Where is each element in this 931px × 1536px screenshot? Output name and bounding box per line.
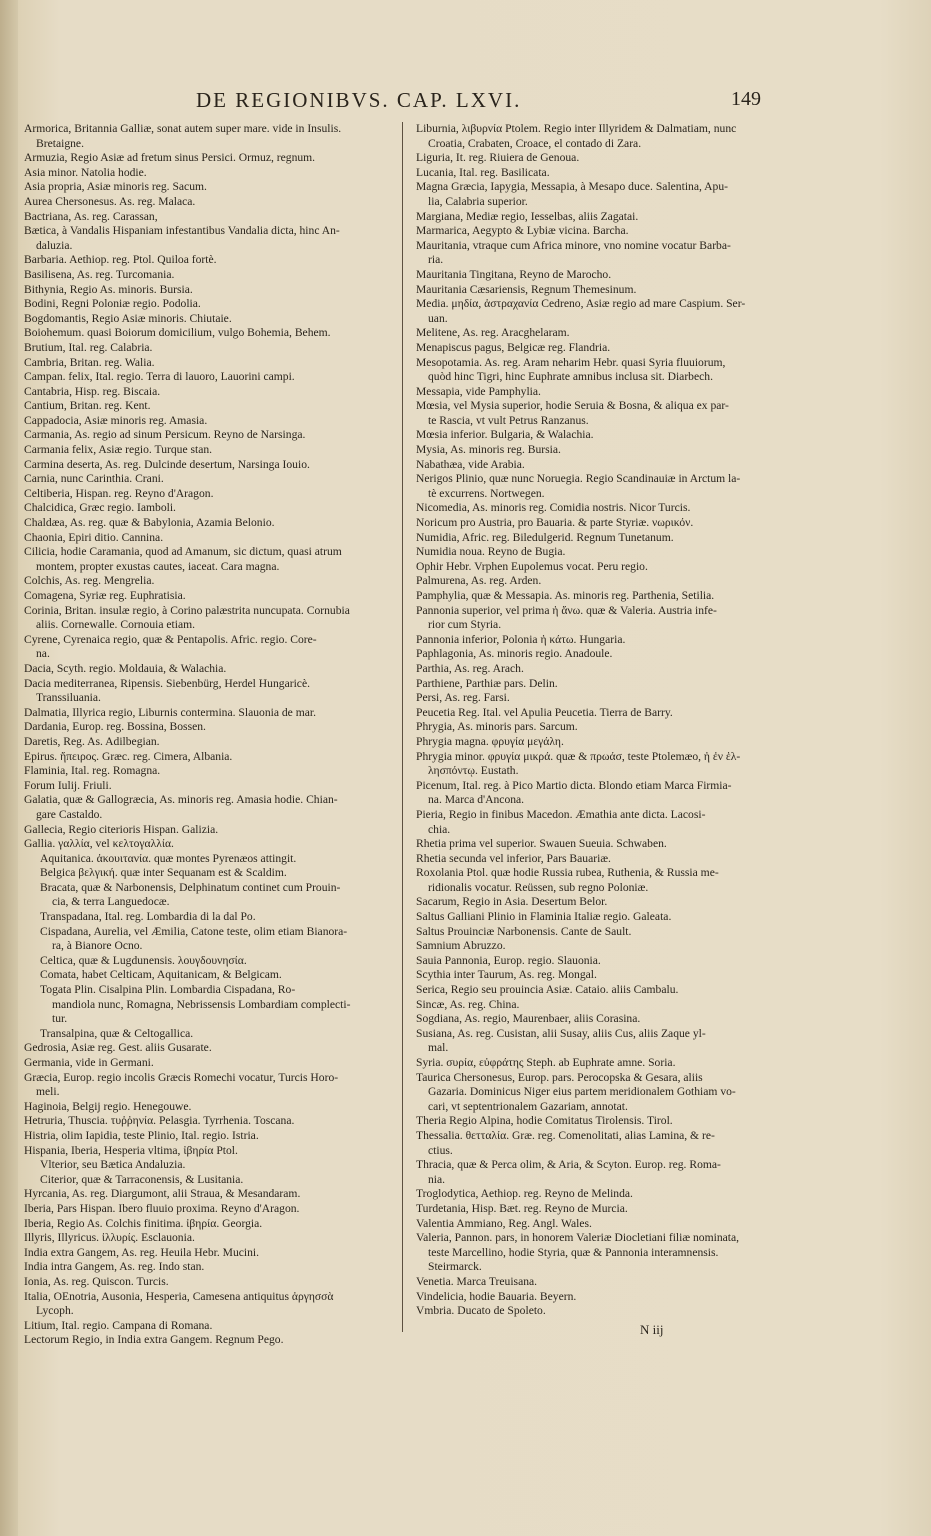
index-entry: Armorica, Britannia Galliæ, sonat autem super mare. vide in Insulis. bbox=[24, 122, 342, 135]
index-entry: Vlterior, seu Bætica Andaluzia. bbox=[40, 1158, 186, 1172]
index-entry: Lectorum Regio, in India extra Gangem. Regnum Pego. bbox=[24, 1333, 284, 1347]
index-entry: Epirus. ἤπειρος. Græc. reg. Cimera, Albania. bbox=[24, 749, 233, 763]
index-entry: Theria Regio Alpina, hodie Comitatus Tirolensis. Tirol. bbox=[416, 1114, 673, 1128]
index-entry: Melitene, As. reg. Aracghelaram. bbox=[416, 326, 570, 340]
index-entry: Picenum, Ital. reg. à Pico Martio dicta. Blondo etiam Marca Firmia- bbox=[416, 778, 732, 792]
index-entry: Iberia, Pars Hispan. Ibero fluuio proxima. Reyno d'Aragon. bbox=[24, 1201, 300, 1215]
index-entry: India intra Gangem, As. reg. Indo stan. bbox=[24, 1260, 205, 1274]
index-entry: Paphlagonia, As. minoris regio. Anadoule. bbox=[416, 647, 613, 661]
right-column bbox=[416, 122, 791, 1319]
index-entry: Lucania, Ital. reg. Basilicata. bbox=[416, 165, 550, 179]
index-entry: Carmania, As. regio ad sinum Persicum. Reyno de Narsinga. bbox=[24, 428, 306, 442]
index-entry: Haginoia, Belgij regio. Henegouwe. bbox=[24, 1099, 192, 1113]
index-entry: Cispadana, Aurelia, vel Æmilia, Catone teste, olim etiam Bianora- bbox=[40, 924, 348, 938]
index-entry: Valentia Ammiano, Reg. Angl. Wales. bbox=[416, 1216, 592, 1230]
index-entry: Aurea Chersonesus. As. reg. Malaca. bbox=[24, 194, 196, 208]
index-entry: Parthia, As. reg. Arach. bbox=[416, 661, 524, 675]
index-entry: India extra Gangem, As. reg. Heuila Hebr. Mucini. bbox=[24, 1245, 260, 1259]
index-entry: Gedrosia, Asiæ reg. Gest. aliis Gusarate. bbox=[24, 1041, 212, 1055]
index-entry: Magna Græcia, Iapygia, Messapia, à Mesapo duce. Salentina, Apu- bbox=[416, 180, 728, 194]
index-entry: meli. bbox=[36, 1085, 60, 1099]
index-entry: quòd hinc Tigri, hinc Euphrate amnibus inclusa sit. Diarbech. bbox=[428, 370, 713, 384]
index-entry: cia, & terra Languedocæ. bbox=[52, 895, 170, 909]
index-entry: Mesopotamia. As. reg. Aram neharim Hebr. quasi Syria fluuiorum, bbox=[416, 355, 726, 369]
index-entry: λησπόντῳ. Eustath. bbox=[428, 764, 519, 778]
index-entry: Cantabria, Hisp. reg. Biscaia. bbox=[24, 384, 161, 398]
index-entry: Campan. felix, Ital. regio. Terra di lauoro, Lauorini campi. bbox=[24, 370, 295, 384]
index-entry: Daretis, Reg. As. Adilbegian. bbox=[24, 734, 160, 748]
index-entry: Histria, olim Iapidia, teste Plinio, Ital. regio. Istria. bbox=[24, 1128, 259, 1142]
index-entry: Persi, As. reg. Farsi. bbox=[416, 691, 510, 705]
index-entry: Nicomedia, As. minoris reg. Comidia nostris. Nicor Turcis. bbox=[416, 501, 691, 515]
index-entry: Bithynia, Regio As. minoris. Bursia. bbox=[24, 282, 193, 296]
index-entry: Colchis, As. reg. Mengrelia. bbox=[24, 574, 155, 588]
index-entry: Bogdomantis, Regio Asiæ minoris. Chiutaie. bbox=[24, 311, 232, 325]
index-entry: Pamphylia, quæ & Messapia. As. minoris reg. Parthenia, Setilia. bbox=[416, 589, 715, 602]
index-entry: Valeria, Pannon. pars, in honorem Valeriæ Diocletiani filiæ nominata, bbox=[416, 1231, 740, 1245]
index-entry: nia. bbox=[428, 1172, 446, 1186]
index-entry: Aquitanica. ἀκουιτανία. quæ montes Pyrenæos attingit. bbox=[40, 851, 297, 865]
index-entry: teste Marcellino, hodie Styria, quæ & Pannonia interamnensis. bbox=[428, 1245, 719, 1259]
index-entry: Togata Plin. Cisalpina Plin. Lombardia Cispadana, Ro- bbox=[40, 983, 296, 997]
index-entry: Cilicia, hodie Caramania, quod ad Amanum, sic dictum, quasi atrum bbox=[24, 545, 342, 559]
index-entry: Phrygia minor. φρυγία μικρά. quæ & πρωάσ, teste Ptolemæo, ἡ ἐν ἑλ- bbox=[416, 749, 741, 763]
index-entry: Ophir Hebr. Vrphen Eupolemus vocat. Peru regio. bbox=[416, 559, 648, 573]
index-entry: Boiohemum. quasi Boiorum domicilium, vulgo Bohemia, Behem. bbox=[24, 326, 331, 340]
index-entry: Scythia inter Taurum, As. reg. Mongal. bbox=[416, 968, 597, 982]
index-entry: Asia minor. Natolia hodie. bbox=[24, 165, 147, 179]
index-entry: ctius. bbox=[428, 1143, 453, 1157]
index-entry: Mauritania Tingitana, Reyno de Marocho. bbox=[416, 267, 612, 281]
page-header bbox=[196, 88, 761, 118]
index-entry: Dacia, Scyth. regio. Moldauia, & Walachia. bbox=[24, 661, 227, 675]
index-entry: uan. bbox=[428, 311, 448, 325]
index-entry: Chaonia, Epiri ditio. Cannina. bbox=[24, 530, 164, 544]
index-entry: Bactriana, As. reg. Carassan, bbox=[24, 209, 158, 223]
index-entry: Susiana, As. reg. Cusistan, alii Susay, aliis Cus, aliis Zaque yl- bbox=[416, 1026, 706, 1040]
index-entry: Carmania felix, Asiæ regio. Turque stan. bbox=[24, 443, 213, 457]
index-entry: montem, propter exustas cautes, iaceat. Cara magna. bbox=[36, 559, 280, 573]
index-entry: Rhetia prima vel superior. Swauen Sueuia. Schwaben. bbox=[416, 837, 667, 851]
index-entry: Citerior, quæ & Tarraconensis, & Lusitania. bbox=[40, 1172, 244, 1186]
index-entry: Bodini, Regni Poloniæ regio. Podolia. bbox=[24, 297, 201, 311]
index-entry: Transsiluania. bbox=[36, 691, 101, 705]
index-entry: Marmarica, Aegypto & Lybiæ vicina. Barcha. bbox=[416, 224, 629, 238]
index-entry: gare Castaldo. bbox=[36, 807, 103, 821]
index-entry: Chalcidica, Græc regio. Iamboli. bbox=[24, 501, 176, 515]
index-entry: mandiola nunc, Romagna, Nebrissensis Lombardiam complecti- bbox=[52, 997, 351, 1011]
index-entry: Forum Iulij. Friuli. bbox=[24, 778, 112, 792]
index-entry: Galatia, quæ & Gallogræcia, As. minoris reg. Amasia hodie. Chian- bbox=[24, 793, 338, 807]
index-entry: Venetia. Marca Treuisana. bbox=[416, 1274, 538, 1288]
index-entry: Peucetia Reg. Ital. vel Apulia Peucetia. Tierra de Barry. bbox=[416, 705, 673, 719]
index-entry: Mœsia inferior. Bulgaria, & Walachia. bbox=[416, 428, 594, 442]
index-entry: Gallecia, Regio citerioris Hispan. Galizia. bbox=[24, 822, 219, 836]
index-entry: tur. bbox=[52, 1012, 68, 1026]
index-entry: na. Marca d'Ancona. bbox=[428, 793, 525, 807]
index-entry: Sacarum, Regio in Asia. Desertum Belor. bbox=[416, 895, 608, 909]
index-entry: Samnium Abruzzo. bbox=[416, 939, 506, 953]
index-entry: ridionalis vocatur. Reüssen, sub regno Poloniæ. bbox=[428, 880, 649, 894]
index-entry: Menapiscus pagus, Belgicæ reg. Flandria. bbox=[416, 340, 611, 354]
index-entry: Margiana, Mediæ regio, Iesselbas, aliis Zagatai. bbox=[416, 209, 639, 223]
index-entry: Gallia. γαλλία, vel κελτογαλλία. bbox=[24, 837, 174, 851]
index-entry: Messapia, vide Pamphylia. bbox=[416, 384, 541, 398]
index-entry: Bætica, à Vandalis Hispaniam infestantibus Vandalia dicta, hinc An- bbox=[24, 224, 340, 238]
index-entry: Hetruria, Thuscia. τυῤῥηνία. Pelasgia. Tyrrhenia. Toscana. bbox=[24, 1114, 295, 1128]
index-entry: cari, vt septentrionalem Gazariam, annotat. bbox=[428, 1099, 628, 1113]
index-entry: ra, à Bianore Ocno. bbox=[52, 939, 143, 953]
index-entry: Saltus Galliani Plinio in Flaminia Italiæ regio. Galeata. bbox=[416, 910, 672, 924]
index-entry: Mauritania Cæsariensis, Regnum Themesinum. bbox=[416, 282, 637, 296]
index-entry: tè excurrens. Nortwegen. bbox=[428, 486, 545, 500]
index-entry: Parthiene, Parthiæ pars. Delin. bbox=[416, 676, 558, 690]
index-entry: Pannonia inferior, Polonia ἡ κάτω. Hungaria. bbox=[416, 632, 626, 646]
index-entry: Litium, Ital. regio. Campana di Romana. bbox=[24, 1318, 213, 1332]
index-entry: Iberia, Regio As. Colchis finitima. ἰβηρία. Georgia. bbox=[24, 1216, 263, 1230]
left-column bbox=[24, 122, 399, 1348]
index-entry: Phrygia, As. minoris pars. Sarcum. bbox=[416, 720, 578, 734]
index-entry: Cappadocia, Asiæ minoris reg. Amasia. bbox=[24, 413, 208, 427]
index-entry: Troglodytica, Aethiop. reg. Reyno de Melinda. bbox=[416, 1187, 633, 1201]
index-entry: te Rascia, vt vult Petrus Ranzanus. bbox=[428, 413, 589, 427]
index-entry: Cantium, Britan. reg. Kent. bbox=[24, 399, 151, 413]
signature-mark: N iij bbox=[640, 1322, 664, 1337]
index-entry: ria. bbox=[428, 253, 444, 267]
index-entry: Illyris, Illyricus. ἰλλυρίς. Esclauonia. bbox=[24, 1231, 195, 1245]
index-entry: Hispania, Iberia, Hesperia vltima, ἰβηρία Ptol. bbox=[24, 1143, 238, 1157]
index-entry: Thracia, quæ & Perca olim, & Aria, & Scyton. Europ. reg. Roma- bbox=[416, 1158, 721, 1172]
index-entry: Cyrene, Cyrenaica regio, quæ & Pentapolis. Afric. regio. Core- bbox=[24, 632, 317, 646]
index-entry: Taurica Chersonesus, Europ. pars. Perocopska & Gesara, aliis bbox=[416, 1070, 703, 1084]
index-entry: Sogdiana, As. regio, Maurenbaer, aliis Corasina. bbox=[416, 1012, 641, 1026]
index-entry: Numidia, Afric. reg. Biledulgerid. Regnum Tunetanum. bbox=[416, 530, 674, 544]
index-entry: Basilisena, As. reg. Turcomania. bbox=[24, 267, 175, 281]
index-entry: Dardania, Europ. reg. Bossina, Bossen. bbox=[24, 720, 206, 734]
index-entry: Bracata, quæ & Narbonensis, Delphinatum continet cum Prouin- bbox=[40, 880, 341, 894]
index-entry: Saltus Prouinciæ Narbonensis. Cante de Sault. bbox=[416, 924, 632, 938]
index-entry: Dacia mediterranea, Ripensis. Siebenbürg, Herdel Hungaricè. bbox=[24, 676, 310, 690]
binding-gutter bbox=[0, 0, 18, 1536]
index-entry: Celtica, quæ & Lugdunensis. λουγδουνησία. bbox=[40, 953, 247, 967]
index-entry: Comagena, Syriæ reg. Euphratisia. bbox=[24, 589, 186, 602]
index-entry: Noricum pro Austria, pro Bauaria. & parte Styriæ. νωρικόν. bbox=[416, 516, 694, 530]
index-entry: Mysia, As. minoris reg. Bursia. bbox=[416, 443, 561, 457]
index-entry: chia. bbox=[428, 822, 451, 836]
index-entry: Liburnia, λιβυρνία Ptolem. Regio inter Illyridem & Dalmatiam, nunc bbox=[416, 122, 737, 135]
index-entry: Liguria, It. reg. Riuiera de Genoua. bbox=[416, 151, 580, 165]
index-entry: Mœsia, vel Mysia superior, hodie Seruia & Bosna, & aliqua ex par- bbox=[416, 399, 729, 413]
index-entry: rior cum Styria. bbox=[428, 618, 502, 632]
index-entry: Sincæ, As. reg. China. bbox=[416, 997, 520, 1011]
index-entry: Phrygia magna. φρυγία μεγάλη. bbox=[416, 734, 564, 748]
index-entry: Comata, habet Celticam, Aquitanicam, & Belgicam. bbox=[40, 968, 282, 982]
page-number: 149 bbox=[731, 88, 761, 110]
index-entry: Barbaria. Aethiop. reg. Ptol. Quiloa fortè. bbox=[24, 253, 217, 267]
index-entry: Corinia, Britan. insulæ regio, à Corino palæstrita nuncupata. Cornubia bbox=[24, 603, 350, 617]
index-entry: Dalmatia, Illyrica regio, Liburnis contermina. Slauonia de mar. bbox=[24, 705, 317, 719]
index-entry: Sauia Pannonia, Europ. regio. Slauonia. bbox=[416, 953, 601, 967]
running-head: DE REGIONIBVS. CAP. LXVI. bbox=[196, 88, 522, 112]
index-entry: Mauritania, vtraque cum Africa minore, vno nomine vocatur Barba- bbox=[416, 238, 731, 252]
index-entry: Pieria, Regio in finibus Macedon. Æmathia ante dicta. Lacosi- bbox=[416, 807, 706, 821]
index-entry: Serica, Regio seu prouincia Asiæ. Cataio. aliis Cambalu. bbox=[416, 983, 679, 997]
index-entry: Thessalia. θετταλία. Græ. reg. Comenolitati, alias Lamina, & re- bbox=[416, 1128, 715, 1142]
index-entry: Turdetania, Hisp. Bæt. reg. Reyno de Murcia. bbox=[416, 1201, 628, 1215]
index-entry: Vindelicia, hodie Bauaria. Beyern. bbox=[416, 1289, 577, 1303]
index-entry: Palmurena, As. reg. Arden. bbox=[416, 574, 542, 588]
index-entry: Brutium, Ital. reg. Calabria. bbox=[24, 340, 153, 354]
index-entry: Carmina deserta, As. reg. Dulcinde desertum, Narsinga Iouio. bbox=[24, 457, 310, 471]
index-entry: na. bbox=[36, 647, 50, 661]
index-entry: Numidia noua. Reyno de Bugia. bbox=[416, 545, 566, 559]
index-entry: Celtiberia, Hispan. reg. Reyno d'Aragon. bbox=[24, 486, 214, 500]
index-entry: Gazaria. Dominicus Niger eius partem meridionalem Gothiam vo- bbox=[428, 1085, 736, 1099]
index-entry: Transpadana, Ital. reg. Lombardia di la dal Po. bbox=[40, 910, 256, 924]
index-entry: Hyrcania, As. reg. Diargumont, alii Straua, & Mesandaram. bbox=[24, 1187, 301, 1201]
index-entry: Media. μηδία, ἀστραχανία Cedreno, Asiæ regio ad mare Caspium. Ser- bbox=[416, 297, 746, 311]
index-entry: Italia, OEnotria, Ausonia, Hesperia, Camesena antiquitus ἀργησσὰ bbox=[24, 1289, 334, 1303]
index-entry: Nabathæa, vide Arabia. bbox=[416, 457, 525, 471]
index-entry: Bretaigne. bbox=[36, 136, 84, 150]
index-entry: mal. bbox=[428, 1041, 449, 1055]
index-entry: Chaldæa, As. reg. quæ & Babylonia, Azamia Belonio. bbox=[24, 516, 275, 530]
index-entry: Cambria, Britan. reg. Walia. bbox=[24, 355, 155, 369]
index-entry: Syria. συρία, εὐφράτης Steph. ab Euphrate amne. Soria. bbox=[416, 1056, 676, 1069]
index-entry: Ionia, As. reg. Quiscon. Turcis. bbox=[24, 1274, 169, 1288]
index-entry: Roxolania Ptol. quæ hodie Russia rubea, Ruthenia, & Russia me- bbox=[416, 866, 719, 880]
index-entry: Flaminia, Ital. reg. Romagna. bbox=[24, 764, 161, 778]
index-entry: Steirmarck. bbox=[428, 1260, 482, 1274]
index-entry: Croatia, Crabaten, Croace, el contado di Zara. bbox=[428, 136, 642, 150]
index-entry: lia, Calabria superior. bbox=[428, 194, 528, 208]
index-entry: Carnia, nunc Carinthia. Crani. bbox=[24, 472, 164, 486]
index-entry: Nerigos Plinio, quæ nunc Noruegia. Regio Scandinauiæ in Arctum la- bbox=[416, 472, 741, 486]
index-entry: Lycoph. bbox=[36, 1304, 74, 1318]
index-entry: Armuzia, Regio Asiæ ad fretum sinus Persici. Ormuz, regnum. bbox=[24, 151, 316, 165]
index-entry: Pannonia superior, vel prima ἡ ἄνω. quæ & Valeria. Austria infe- bbox=[416, 603, 717, 617]
index-entry: Belgica βελγική. quæ inter Sequanam est & Scaldim. bbox=[40, 866, 287, 880]
index-entry: Vmbria. Ducato de Spoleto. bbox=[416, 1304, 546, 1318]
index-entry: Germania, vide in Germani. bbox=[24, 1056, 154, 1069]
index-entry: aliis. Cornewalle. Cornouia etiam. bbox=[36, 618, 196, 632]
index-entry: daluzia. bbox=[36, 238, 73, 252]
index-entry: Rhetia secunda vel inferior, Pars Bauariæ. bbox=[416, 851, 611, 865]
index-entry: Græcia, Europ. regio incolis Græcis Romechi vocatur, Turcis Horo- bbox=[24, 1070, 339, 1084]
column-divider bbox=[402, 122, 403, 1332]
index-entry: Transalpina, quæ & Celtogallica. bbox=[40, 1026, 194, 1040]
index-entry: Asia propria, Asiæ minoris reg. Sacum. bbox=[24, 180, 207, 194]
